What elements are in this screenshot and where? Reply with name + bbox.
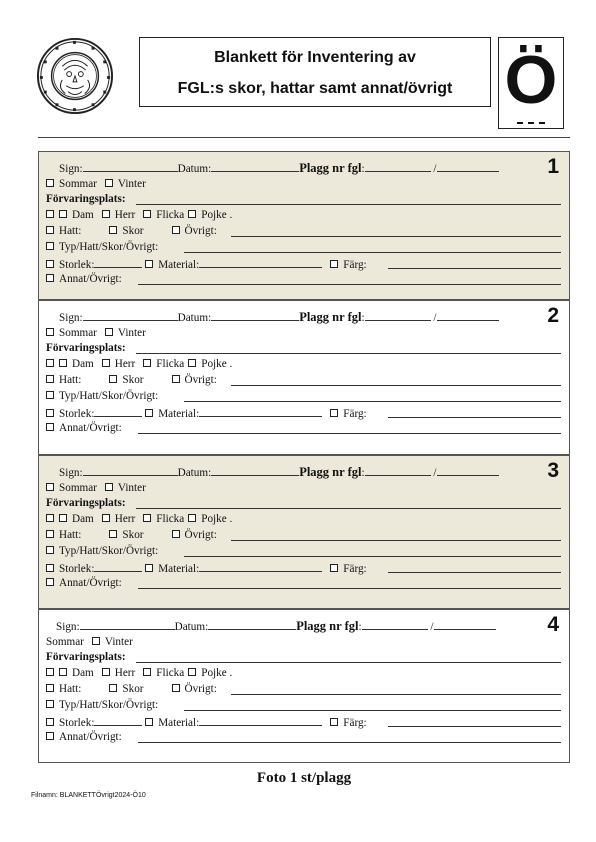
- storlek-field[interactable]: [94, 560, 142, 572]
- farg-label: Färg:: [343, 717, 367, 729]
- hatt-checkbox[interactable]: [46, 684, 54, 692]
- typ-field[interactable]: [184, 710, 561, 711]
- farg-checkbox[interactable]: [330, 718, 338, 726]
- season-row: [46, 635, 561, 650]
- farg-label: Färg:: [343, 259, 367, 271]
- sign-label: Sign:: [56, 621, 80, 633]
- other-row: [46, 730, 561, 745]
- farg-checkbox[interactable]: [330, 564, 338, 572]
- sign-label: Sign:: [59, 467, 83, 479]
- herr-label: Herr: [114, 513, 136, 525]
- plagg-label: Plagg nr fgl: [296, 619, 359, 633]
- material-field[interactable]: [199, 714, 322, 726]
- storlek-checkbox[interactable]: [46, 564, 54, 572]
- storage-label: Förvaringsplats:: [46, 497, 126, 509]
- date-field[interactable]: [211, 309, 299, 321]
- skor-checkbox[interactable]: [109, 226, 117, 234]
- typ-label: Typ/Hatt/Skor/Övrigt:: [59, 545, 159, 557]
- annat-field[interactable]: [138, 433, 561, 434]
- typ-checkbox[interactable]: [46, 391, 54, 399]
- hatt-label: Hatt:: [59, 683, 82, 695]
- farg-label: Färg:: [343, 408, 367, 420]
- blank-checkbox[interactable]: [46, 359, 54, 367]
- plagg-colon: :: [361, 163, 365, 175]
- sommar-label: Sommar: [59, 178, 97, 190]
- season-row: [46, 481, 561, 496]
- typ-field[interactable]: [184, 556, 561, 557]
- farg-field[interactable]: [388, 268, 561, 269]
- herr-label: Herr: [114, 358, 136, 370]
- storlek-label: Storlek:: [59, 717, 95, 729]
- society-seal-logo: [36, 37, 114, 115]
- sign-row: [59, 464, 561, 479]
- sign-field[interactable]: [83, 464, 178, 476]
- herr-checkbox[interactable]: [102, 359, 110, 367]
- material-checkbox[interactable]: [145, 564, 153, 572]
- plagg-label: Plagg nr fgl: [299, 465, 362, 479]
- form-section-2: [38, 300, 570, 455]
- slash-label: /: [433, 467, 437, 479]
- ovrigt-field[interactable]: [231, 540, 561, 541]
- flicka-label: Flicka: [156, 513, 185, 525]
- dam-checkbox[interactable]: [59, 668, 67, 676]
- season-row: [46, 177, 561, 192]
- material-checkbox[interactable]: [145, 718, 153, 726]
- material-label: Material:: [158, 408, 200, 420]
- vinter-checkbox[interactable]: [105, 179, 113, 187]
- ovrigt-label: Övrigt:: [184, 374, 217, 386]
- typ-checkbox[interactable]: [46, 242, 54, 250]
- sign-row: [56, 618, 561, 633]
- storlek-field[interactable]: [94, 714, 142, 726]
- annat-label: Annat/Övrigt:: [59, 422, 122, 434]
- annat-field[interactable]: [138, 284, 561, 285]
- pojke-label: Pojke .: [201, 209, 233, 221]
- category-letter: Ö: [504, 42, 558, 118]
- hatt-checkbox[interactable]: [46, 226, 54, 234]
- gender-row: [46, 357, 561, 372]
- annat-checkbox[interactable]: [46, 423, 54, 431]
- skor-checkbox[interactable]: [109, 684, 117, 692]
- annat-label: Annat/Övrigt:: [59, 731, 122, 743]
- plagg-suffix-field[interactable]: [434, 618, 496, 630]
- sommar-label: Sommar: [46, 636, 84, 648]
- item-type-row: [46, 224, 561, 239]
- photo-note: Foto 1 st/plagg: [256, 770, 352, 786]
- type-row: [46, 544, 561, 559]
- annat-field[interactable]: [138, 742, 561, 743]
- material-field[interactable]: [199, 560, 322, 572]
- storage-field[interactable]: [136, 353, 561, 354]
- sommar-label: Sommar: [59, 327, 97, 339]
- plagg-number-field[interactable]: [365, 464, 431, 476]
- blank-checkbox[interactable]: [46, 514, 54, 522]
- typ-label: Typ/Hatt/Skor/Övrigt:: [59, 241, 159, 253]
- pojke-label: Pojke .: [201, 513, 233, 525]
- skor-label: Skor: [122, 683, 144, 695]
- vinter-checkbox[interactable]: [92, 637, 100, 645]
- ovrigt-checkbox[interactable]: [172, 226, 180, 234]
- type-row: [46, 240, 561, 255]
- storage-row: [46, 496, 561, 511]
- skor-label: Skor: [122, 225, 144, 237]
- item-type-row: [46, 373, 561, 388]
- typ-field[interactable]: [184, 252, 561, 253]
- date-field[interactable]: [208, 618, 296, 630]
- flicka-checkbox[interactable]: [143, 514, 151, 522]
- size-material-row: [46, 560, 561, 575]
- ovrigt-checkbox[interactable]: [172, 530, 180, 538]
- skor-label: Skor: [122, 374, 144, 386]
- form-section-1: [38, 151, 570, 300]
- plagg-number-field[interactable]: [365, 160, 431, 172]
- hatt-checkbox[interactable]: [46, 375, 54, 383]
- flicka-checkbox[interactable]: [143, 668, 151, 676]
- storlek-checkbox[interactable]: [46, 260, 54, 268]
- storlek-field[interactable]: [94, 256, 142, 268]
- herr-checkbox[interactable]: [102, 514, 110, 522]
- form-section-3: [38, 455, 570, 609]
- flicka-checkbox[interactable]: [143, 210, 151, 218]
- ovrigt-field[interactable]: [231, 385, 561, 386]
- herr-checkbox[interactable]: [102, 668, 110, 676]
- dam-label: Dam: [72, 358, 94, 370]
- flicka-checkbox[interactable]: [143, 359, 151, 367]
- plagg-number-field[interactable]: [362, 618, 428, 630]
- pojke-label: Pojke .: [201, 358, 233, 370]
- season-row: [46, 326, 561, 341]
- plagg-number-field[interactable]: [365, 309, 431, 321]
- storage-label: Förvaringsplats:: [46, 342, 126, 354]
- category-letter-underline: [517, 122, 545, 126]
- item-type-row: [46, 682, 561, 697]
- pojke-checkbox[interactable]: [188, 359, 196, 367]
- sign-field[interactable]: [80, 618, 175, 630]
- typ-field[interactable]: [184, 401, 561, 402]
- herr-checkbox[interactable]: [102, 210, 110, 218]
- storage-field[interactable]: [136, 662, 561, 663]
- sign-label: Sign:: [59, 163, 83, 175]
- blank-checkbox[interactable]: [46, 210, 54, 218]
- farg-field[interactable]: [388, 726, 561, 727]
- dam-label: Dam: [72, 513, 94, 525]
- hatt-label: Hatt:: [59, 374, 82, 386]
- storlek-field[interactable]: [94, 405, 142, 417]
- vinter-label: Vinter: [117, 482, 146, 494]
- sign-field[interactable]: [83, 160, 178, 172]
- ovrigt-field[interactable]: [231, 694, 561, 695]
- storage-row: [46, 192, 561, 207]
- farg-field[interactable]: [388, 572, 561, 573]
- flicka-label: Flicka: [156, 667, 185, 679]
- filename-note: Filnamn: BLANKETTÖvrigt2024-Ö10: [31, 792, 146, 799]
- sommar-checkbox[interactable]: [46, 179, 54, 187]
- skor-checkbox[interactable]: [109, 530, 117, 538]
- plagg-colon: :: [358, 621, 362, 633]
- gender-row: [46, 208, 561, 223]
- herr-label: Herr: [114, 667, 136, 679]
- pojke-checkbox[interactable]: [188, 668, 196, 676]
- vinter-label: Vinter: [117, 327, 146, 339]
- plagg-label: Plagg nr fgl: [299, 161, 362, 175]
- annat-field[interactable]: [138, 588, 561, 589]
- annat-label: Annat/Övrigt:: [59, 577, 122, 589]
- vinter-checkbox[interactable]: [105, 328, 113, 336]
- dam-checkbox[interactable]: [59, 514, 67, 522]
- hatt-checkbox[interactable]: [46, 530, 54, 538]
- hatt-label: Hatt:: [59, 529, 82, 541]
- category-letter-box: [498, 37, 564, 129]
- form-title-line-1: Blankett för Inventering av: [214, 49, 416, 66]
- material-field[interactable]: [199, 405, 322, 417]
- skor-checkbox[interactable]: [109, 375, 117, 383]
- other-row: [46, 421, 561, 436]
- sommar-checkbox[interactable]: [46, 483, 54, 491]
- storlek-label: Storlek:: [59, 259, 95, 271]
- slash-label: /: [433, 163, 437, 175]
- farg-field[interactable]: [388, 417, 561, 418]
- herr-label: Herr: [114, 209, 136, 221]
- sign-label: Sign:: [59, 312, 83, 324]
- annat-checkbox[interactable]: [46, 732, 54, 740]
- blank-checkbox[interactable]: [46, 668, 54, 676]
- type-row: [46, 389, 561, 404]
- annat-label: Annat/Övrigt:: [59, 273, 122, 285]
- storage-label: Förvaringsplats:: [46, 651, 126, 663]
- plagg-label: Plagg nr fgl: [299, 310, 362, 324]
- gender-row: [46, 512, 561, 527]
- sign-row: [59, 160, 561, 175]
- vinter-checkbox[interactable]: [105, 483, 113, 491]
- slash-label: /: [433, 312, 437, 324]
- plagg-colon: :: [361, 467, 365, 479]
- material-field[interactable]: [199, 256, 322, 268]
- pojke-label: Pojke .: [201, 667, 233, 679]
- form-section-4: [38, 609, 570, 763]
- storlek-checkbox[interactable]: [46, 718, 54, 726]
- typ-checkbox[interactable]: [46, 700, 54, 708]
- storlek-checkbox[interactable]: [46, 409, 54, 417]
- plagg-suffix-field[interactable]: [437, 464, 499, 476]
- other-row: [46, 576, 561, 591]
- typ-checkbox[interactable]: [46, 546, 54, 554]
- form-title-line-2: FGL:s skor, hattar samt annat/övrigt: [177, 80, 453, 97]
- size-material-row: [46, 405, 561, 420]
- farg-checkbox[interactable]: [330, 260, 338, 268]
- date-label: Datum:: [174, 621, 209, 633]
- section-number: 2: [547, 304, 559, 327]
- ovrigt-checkbox[interactable]: [172, 684, 180, 692]
- date-field[interactable]: [211, 160, 299, 172]
- ovrigt-label: Övrigt:: [184, 225, 217, 237]
- header-divider: [38, 137, 570, 138]
- pojke-checkbox[interactable]: [188, 514, 196, 522]
- skor-label: Skor: [122, 529, 144, 541]
- storage-label: Förvaringsplats:: [46, 193, 126, 205]
- section-number: 3: [547, 459, 559, 482]
- vinter-label: Vinter: [117, 178, 146, 190]
- ovrigt-label: Övrigt:: [184, 683, 217, 695]
- farg-label: Färg:: [343, 563, 367, 575]
- material-label: Material:: [158, 259, 200, 271]
- other-row: [46, 272, 561, 287]
- storage-row: [46, 341, 561, 356]
- storage-row: [46, 650, 561, 665]
- gender-row: [46, 666, 561, 681]
- dam-label: Dam: [72, 209, 94, 221]
- dam-checkbox[interactable]: [59, 359, 67, 367]
- flicka-label: Flicka: [156, 358, 185, 370]
- type-row: [46, 698, 561, 713]
- material-checkbox[interactable]: [145, 260, 153, 268]
- plagg-suffix-field[interactable]: [437, 160, 499, 172]
- sign-field[interactable]: [83, 309, 178, 321]
- slash-label: /: [430, 621, 434, 633]
- typ-label: Typ/Hatt/Skor/Övrigt:: [59, 699, 159, 711]
- size-material-row: [46, 714, 561, 729]
- plagg-colon: :: [361, 312, 365, 324]
- dam-checkbox[interactable]: [59, 210, 67, 218]
- material-label: Material:: [158, 717, 200, 729]
- size-material-row: [46, 256, 561, 271]
- date-label: Datum:: [177, 163, 212, 175]
- date-label: Datum:: [177, 467, 212, 479]
- annat-checkbox[interactable]: [46, 274, 54, 282]
- storlek-label: Storlek:: [59, 408, 95, 420]
- ovrigt-checkbox[interactable]: [172, 375, 180, 383]
- farg-checkbox[interactable]: [330, 409, 338, 417]
- material-checkbox[interactable]: [145, 409, 153, 417]
- material-label: Material:: [158, 563, 200, 575]
- sign-row: [59, 309, 561, 324]
- typ-label: Typ/Hatt/Skor/Övrigt:: [59, 390, 159, 402]
- ovrigt-label: Övrigt:: [184, 529, 217, 541]
- hatt-label: Hatt:: [59, 225, 82, 237]
- pojke-checkbox[interactable]: [188, 210, 196, 218]
- plagg-suffix-field[interactable]: [437, 309, 499, 321]
- sommar-label: Sommar: [59, 482, 97, 494]
- date-field[interactable]: [211, 464, 299, 476]
- dam-label: Dam: [72, 667, 94, 679]
- form-title-box: [139, 37, 491, 107]
- ovrigt-field[interactable]: [231, 236, 561, 237]
- item-type-row: [46, 528, 561, 543]
- flicka-label: Flicka: [156, 209, 185, 221]
- storage-field[interactable]: [136, 204, 561, 205]
- date-label: Datum:: [177, 312, 212, 324]
- storlek-label: Storlek:: [59, 563, 95, 575]
- vinter-label: Vinter: [104, 636, 133, 648]
- section-number: 1: [547, 155, 559, 178]
- storage-field[interactable]: [136, 508, 561, 509]
- section-number: 4: [547, 613, 559, 636]
- sommar-checkbox[interactable]: [46, 328, 54, 336]
- annat-checkbox[interactable]: [46, 578, 54, 586]
